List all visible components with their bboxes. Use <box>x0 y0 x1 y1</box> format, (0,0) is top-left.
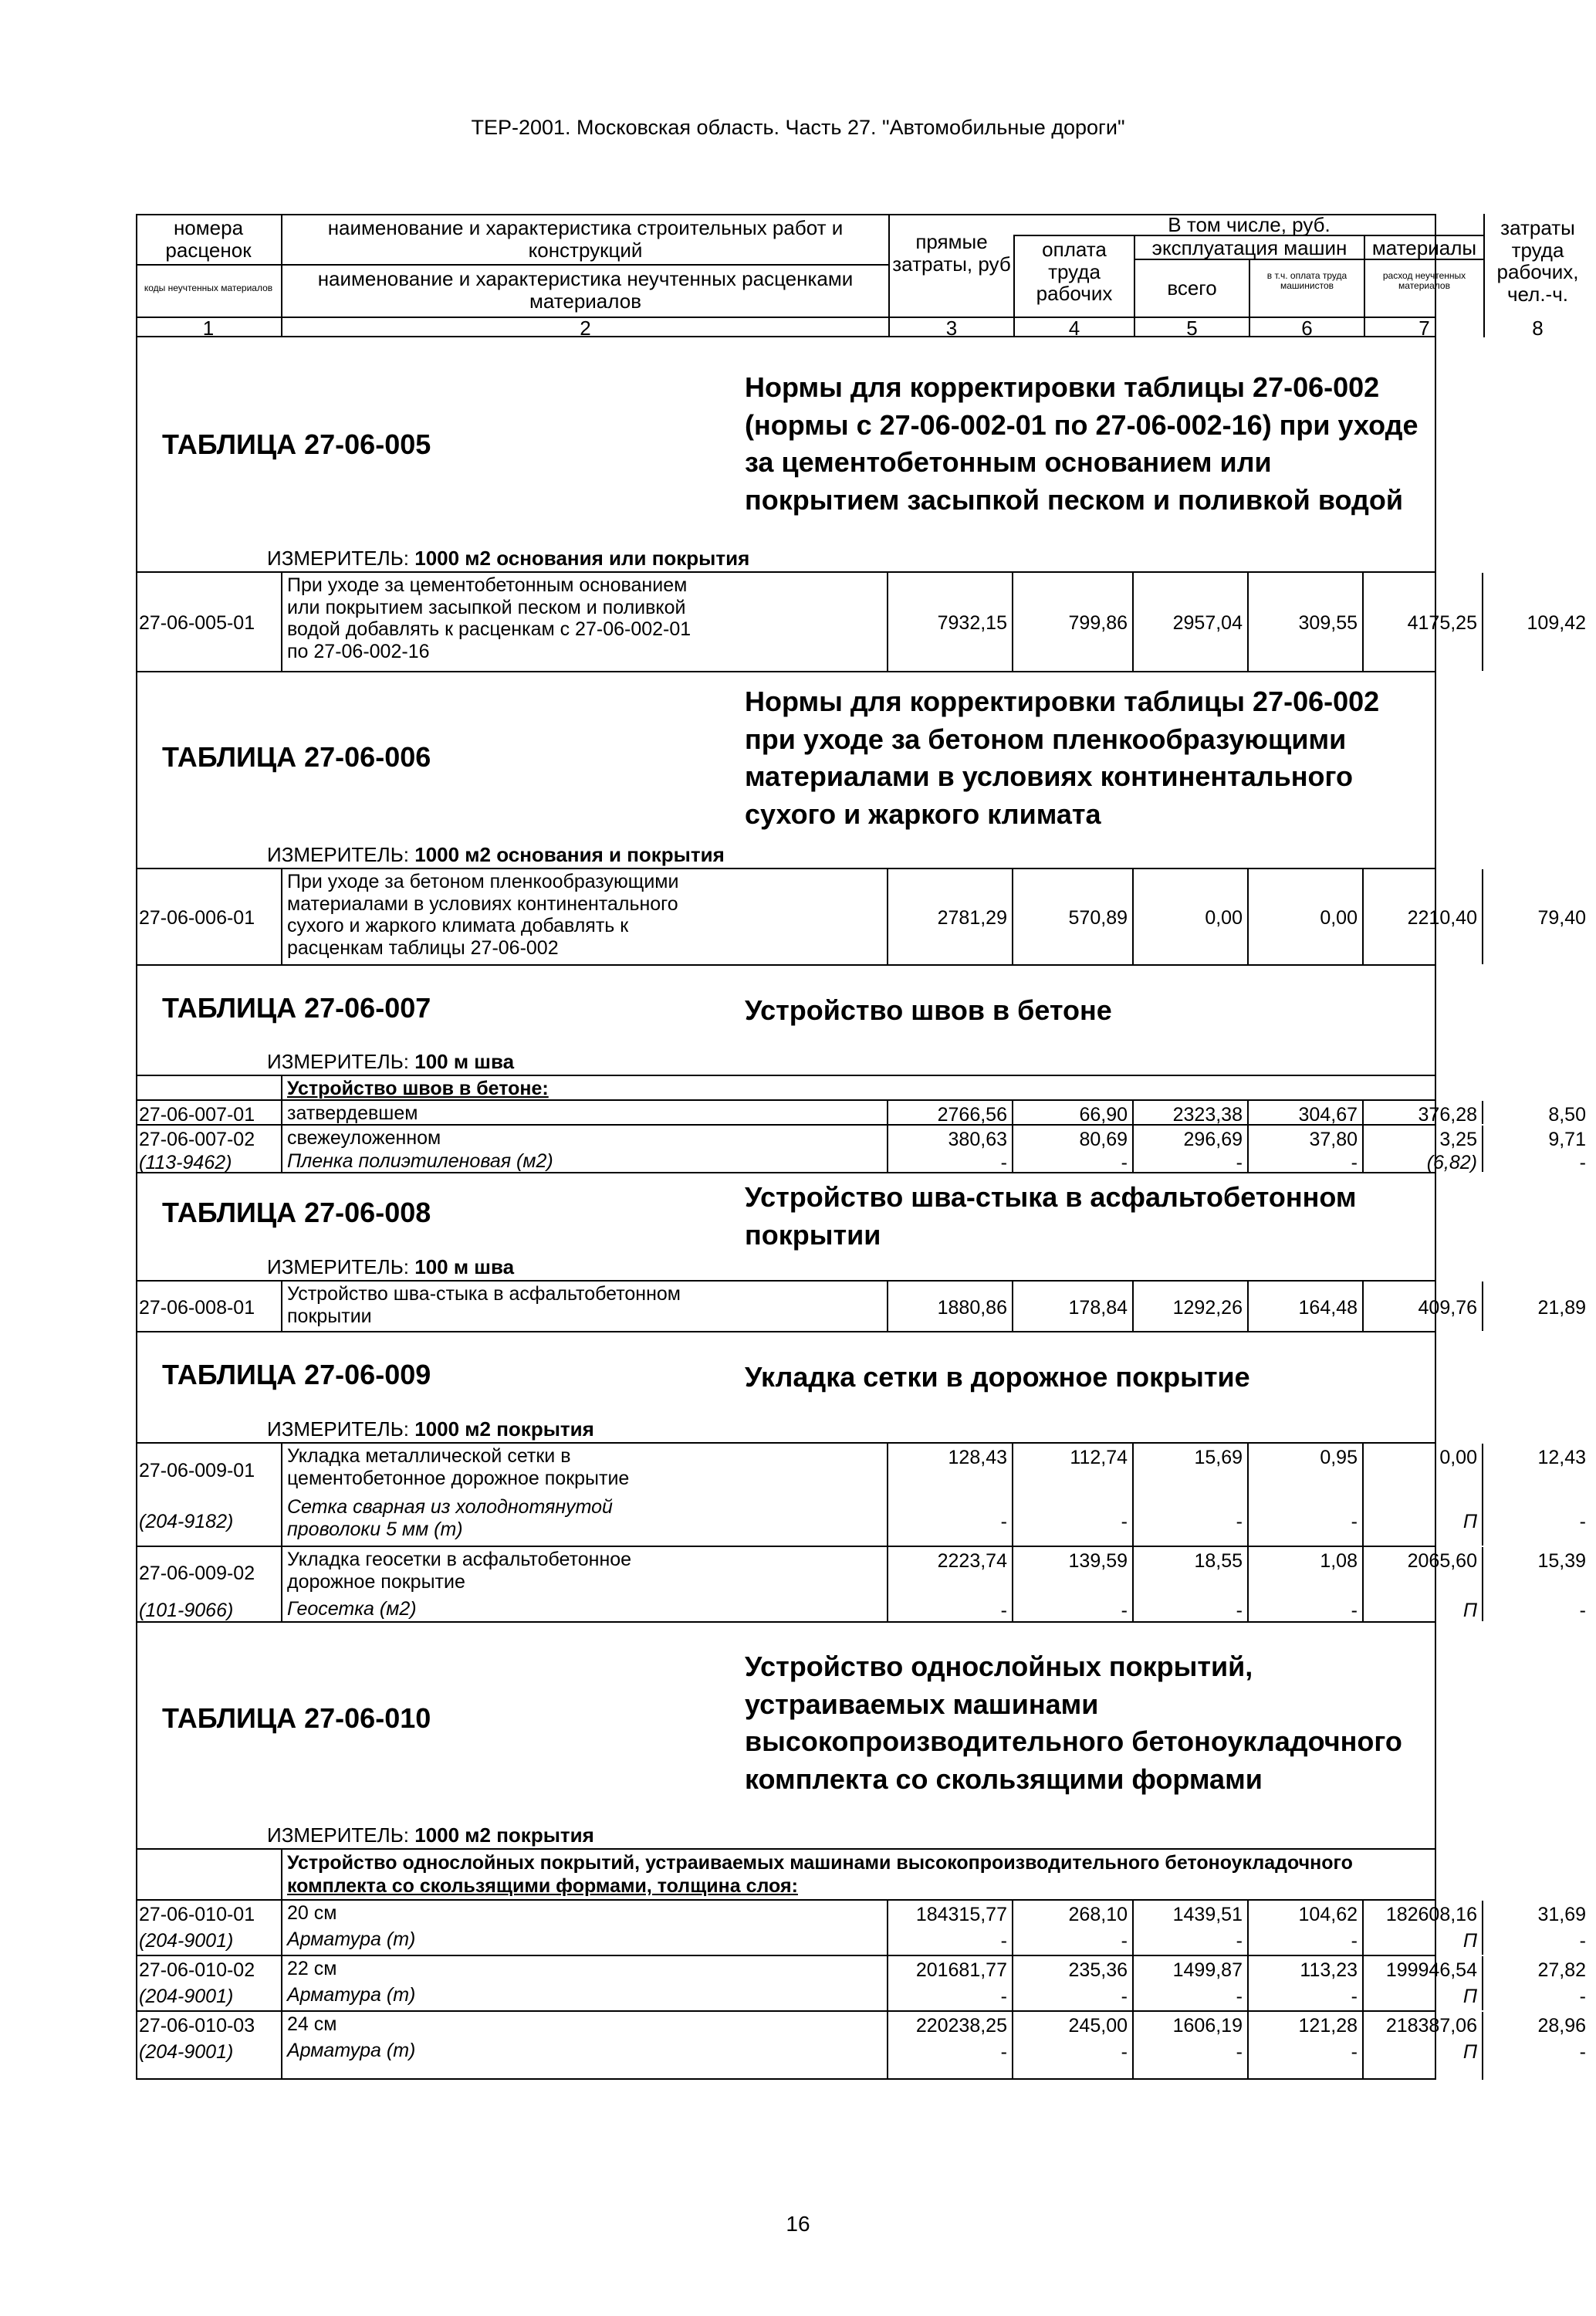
table-row: (101-9066) Геосетка (м2) - - - - П - <box>136 1596 1436 1623</box>
table-label: ТАБЛИЦА 27-06-005 <box>162 428 431 460</box>
table-row: 27-06-005-01 При уходе за цементобетонным основанием или покрытием засыпкой песком и поливкой водой добавлять к расценкам с 27-06-002-01 по 27-06-002-16 7932,15 799,86 2957,04 309,55 4175,25 109,42 <box>136 571 1436 672</box>
table-label: ТАБЛИЦА 27-06-006 <box>162 741 431 773</box>
col-name-bottom: наименование и характеристика неучтенных расценками материалов <box>317 267 854 313</box>
table-row: 27-06-010-01 20 см 184315,77 268,10 1439,51 104,62 182608,16 31,69 <box>136 1899 1436 1927</box>
col-incl: В том числе, руб. <box>1168 213 1331 236</box>
col-incl-pay: в т.ч. оплата труда машинистов <box>1266 270 1347 292</box>
table-description: Устройство швов в бетоне <box>745 994 1112 1026</box>
table-row: 27-06-008-01 Устройство шва-стыка в асфальтобетонном покрытии 1880,86 178,84 1292,26 164,48 409,76 21,89 <box>136 1280 1436 1332</box>
col-machines: эксплуатация машин <box>1151 236 1347 259</box>
table-row: 27-06-010-02 22 см 201681,77 235,36 1499,87 113,23 199946,54 27,82 <box>136 1955 1436 1982</box>
col-direct: прямые затраты, руб <box>892 230 1011 276</box>
measure-unit: ИЗМЕРИТЕЛЬ: 1000 м2 основания и покрытия <box>267 843 725 866</box>
table-description: Нормы для корректировки таблицы 27-06-002 при уходе за бетоном пленкообразующими материалами в условиях континентального сухого и жаркого климата <box>745 686 1380 830</box>
col-materials: материалы <box>1371 236 1477 259</box>
table-row: (113-9462) Пленка полиэтиленовая (м2) - - - - (6,82) - <box>136 1149 1436 1173</box>
col-number: 4 <box>1068 317 1080 340</box>
table-row: (204-9001) Арматура (т) - - - - П - <box>136 1927 1436 1955</box>
col-name-top: наименование и характеристика строительных работ и конструкций <box>327 216 844 262</box>
page-number: 16 <box>786 2212 810 2236</box>
table-row: (204-9182) Сетка сварная из холоднотянутой проволоки 5 мм (т) - - - - П - <box>136 1495 1436 1546</box>
measure-unit: ИЗМЕРИТЕЛЬ: 100 м шва <box>267 1255 515 1278</box>
measure-unit: ИЗМЕРИТЕЛЬ: 1000 м2 основания или покрытия <box>267 547 750 570</box>
col-pay: оплата труда рабочих <box>1036 238 1113 306</box>
table-description: Устройство шва-стыка в асфальтобетонном покрытии <box>745 1181 1357 1251</box>
table-description: Нормы для корректировки таблицы 27-06-002 (нормы с 27-06-002-01 по 27-06-002-16) при уходе за цементобетонным основанием или покрытием засыпкой песком и поливкой водой <box>745 371 1418 516</box>
table-heading-row: Устройство швов в бетоне: <box>136 1075 1436 1099</box>
table-row: 27-06-009-02 Укладка геосетки в асфальтобетонное дорожное покрытие 2223,74 139,59 18,55 1,08 2065,60 15,39 <box>136 1546 1436 1596</box>
column-header <box>136 213 1579 340</box>
table-description: Устройство однослойных покрытий, устраиваемых машинами высокопроизводительного бетоноукладочного комплекта со скользящими формами <box>745 1651 1402 1795</box>
table-row: (204-9001) Арматура (т) - - - - П - <box>136 1982 1436 2010</box>
col-number: 8 <box>1532 317 1544 340</box>
col-num-bottom: коды неучтенных материалов <box>144 283 273 293</box>
col-number: 2 <box>580 317 591 340</box>
col-labor: затраты труда рабочих, чел.-ч. <box>1496 216 1579 306</box>
table-row: 27-06-006-01 При уходе за бетоном пленкообразующими материалами в условиях континентального сухого и жаркого климата добавлять к расценкам таблицы 27-06-002 2781,29 570,89 0,00 0,00 2210,40 79,40 <box>136 868 1436 966</box>
table-row: 27-06-007-01 затвердевшем 2766,56 66,90 2323,38 304,67 376,28 8,50 <box>136 1099 1436 1124</box>
measure-unit: ИЗМЕРИТЕЛЬ: 100 м шва <box>267 1050 515 1073</box>
col-total: всего <box>1167 276 1217 300</box>
table-label: ТАБЛИЦА 27-06-007 <box>162 992 431 1024</box>
table-description: Укладка сетки в дорожное покрытие <box>745 1361 1250 1393</box>
table-label: ТАБЛИЦА 27-06-009 <box>162 1359 431 1390</box>
col-number: 5 <box>1186 317 1198 340</box>
col-number: 6 <box>1301 317 1313 340</box>
table-row: 27-06-007-02 свежеуложенном 380,63 80,69 296,69 37,80 3,25 9,71 <box>136 1124 1436 1149</box>
table-row: 27-06-010-03 24 см 220238,25 245,00 1606,19 121,28 218387,06 28,96 <box>136 2010 1436 2038</box>
measure-unit: ИЗМЕРИТЕЛЬ: 1000 м2 покрытия <box>267 1823 594 1847</box>
col-num-top: номера расценок <box>165 216 252 262</box>
table-row: (204-9001) Арматура (т) - - - - П - <box>136 2038 1436 2080</box>
table-label: ТАБЛИЦА 27-06-008 <box>162 1197 431 1228</box>
col-mat-sub: расход неучтенных материалов <box>1382 270 1466 292</box>
col-number: 1 <box>202 317 215 340</box>
table-heading-row: Устройство однослойных покрытий, устраиваемых машинами высокопроизводительного бетоноукладочного комплекта со скользящими формами, толщина слоя: <box>136 1848 1436 1899</box>
col-number: 7 <box>1418 317 1430 340</box>
table-label: ТАБЛИЦА 27-06-010 <box>162 1702 431 1734</box>
table-row: 27-06-009-01 Укладка металлической сетки в цементобетонное дорожное покрытие 128,43 112,74 15,69 0,95 0,00 12,43 <box>136 1442 1436 1495</box>
measure-unit: ИЗМЕРИТЕЛЬ: 1000 м2 покрытия <box>267 1417 594 1441</box>
col-number: 3 <box>945 317 958 340</box>
page-header: ТЕР-2001. Московская область. Часть 27. "Автомобильные дороги" <box>471 116 1125 139</box>
